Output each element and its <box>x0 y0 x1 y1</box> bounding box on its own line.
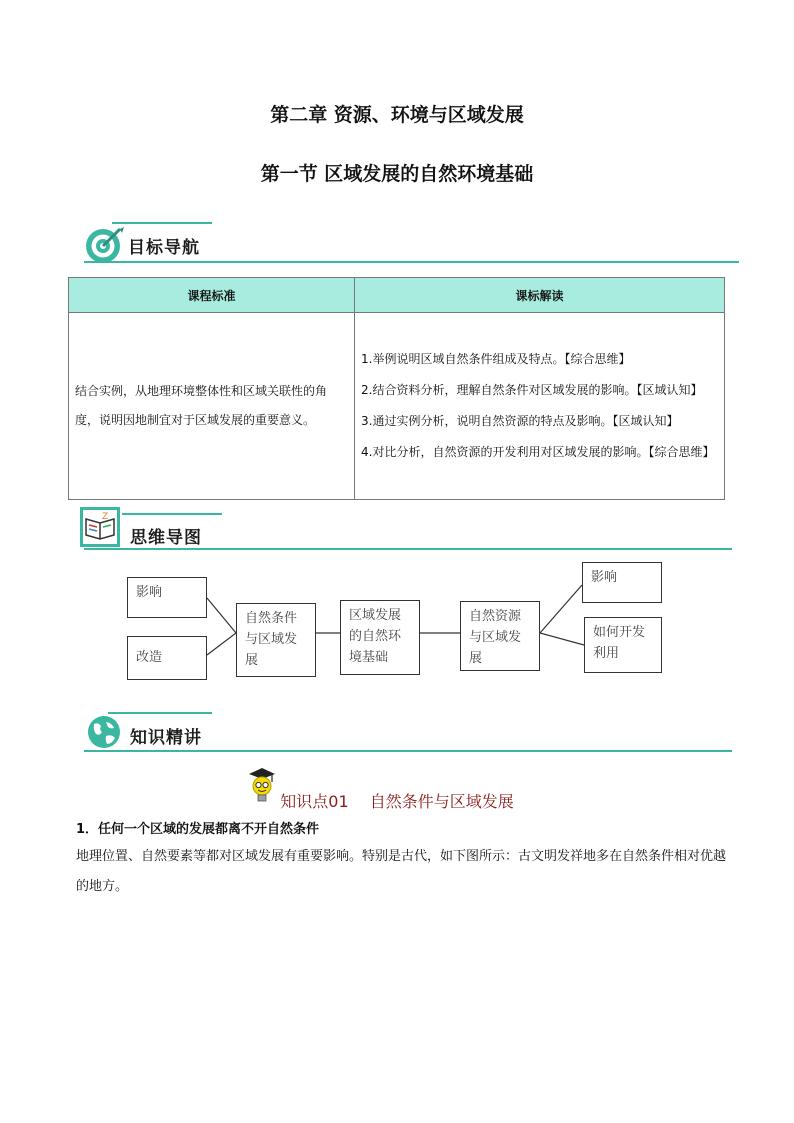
knowledge-section-header <box>84 710 744 760</box>
mindmap-node-natural-resources: 自然资源与区域发展 <box>460 601 540 671</box>
mindmap-node-natural-conditions: 自然条件与区域发展 <box>236 603 316 677</box>
interpretation-item: 4.对比分析，自然资源的开发利用对区域发展的影响。【综合思维】 <box>361 445 715 459</box>
mindmap-node-develop-use: 如何开发利用 <box>584 617 662 673</box>
standard-cell: 结合实例，从地理环境整体性和区域关联性的角度，说明因地制宜对于区域发展的重要意义。 <box>69 313 355 500</box>
header-line-top <box>122 513 222 515</box>
table-header-row <box>69 278 725 313</box>
knowledge-point-title: 知识点01 自然条件与区域发展 <box>280 792 514 811</box>
knowledge-subheading: 1．任何一个区域的发展都离不开自然条件 <box>76 822 320 837</box>
svg-text:Z: Z <box>102 512 109 522</box>
mindmap-node-influence-left: 影响 <box>127 577 207 618</box>
target-icon <box>84 224 126 266</box>
mindmap-section-header <box>84 505 744 555</box>
standards-table <box>68 277 725 500</box>
table-row <box>69 313 725 500</box>
mindmap-section-title: 思维导图 <box>130 528 202 548</box>
header-line-bottom <box>84 548 732 550</box>
knowledge-paragraph: 地理位置、自然要素等都对区域发展有重要影响。特别是古代，如下图所示：古文明发祥地多在自然条件相对优越的地方。 <box>76 849 727 894</box>
table-header-standard: 课程标准 <box>69 278 355 313</box>
section-title: 第一节 区域发展的自然环境基础 <box>260 163 534 185</box>
header-line-bottom <box>84 261 739 263</box>
interpretation-cell <box>355 313 725 500</box>
header-line-top <box>108 712 212 714</box>
header-line-bottom <box>84 750 732 752</box>
mindmap-node-center: 区域发展的自然环境基础 <box>340 600 420 675</box>
goals-section-title: 目标导航 <box>128 238 200 258</box>
goals-section-header <box>84 222 744 272</box>
globe-icon <box>86 714 122 750</box>
interpretation-item: 3.通过实例分析，说明自然资源的特点及影响。【区域认知】 <box>361 414 679 428</box>
header-line-top <box>112 222 212 224</box>
table-header-interpretation: 课标解读 <box>355 278 725 313</box>
mindmap-node-influence-right: 影响 <box>582 562 662 603</box>
book-icon <box>78 505 122 549</box>
interpretation-item: 2.结合资料分析，理解自然条件对区域发展的影响。【区域认知】 <box>361 383 703 397</box>
chapter-title: 第二章 资源、环境与区域发展 <box>270 104 524 126</box>
knowledge-section-title: 知识精讲 <box>130 728 202 748</box>
mindmap-node-transform: 改造 <box>127 636 207 680</box>
interpretation-item: 1.举例说明区域自然条件组成及特点。【综合思维】 <box>361 352 631 366</box>
